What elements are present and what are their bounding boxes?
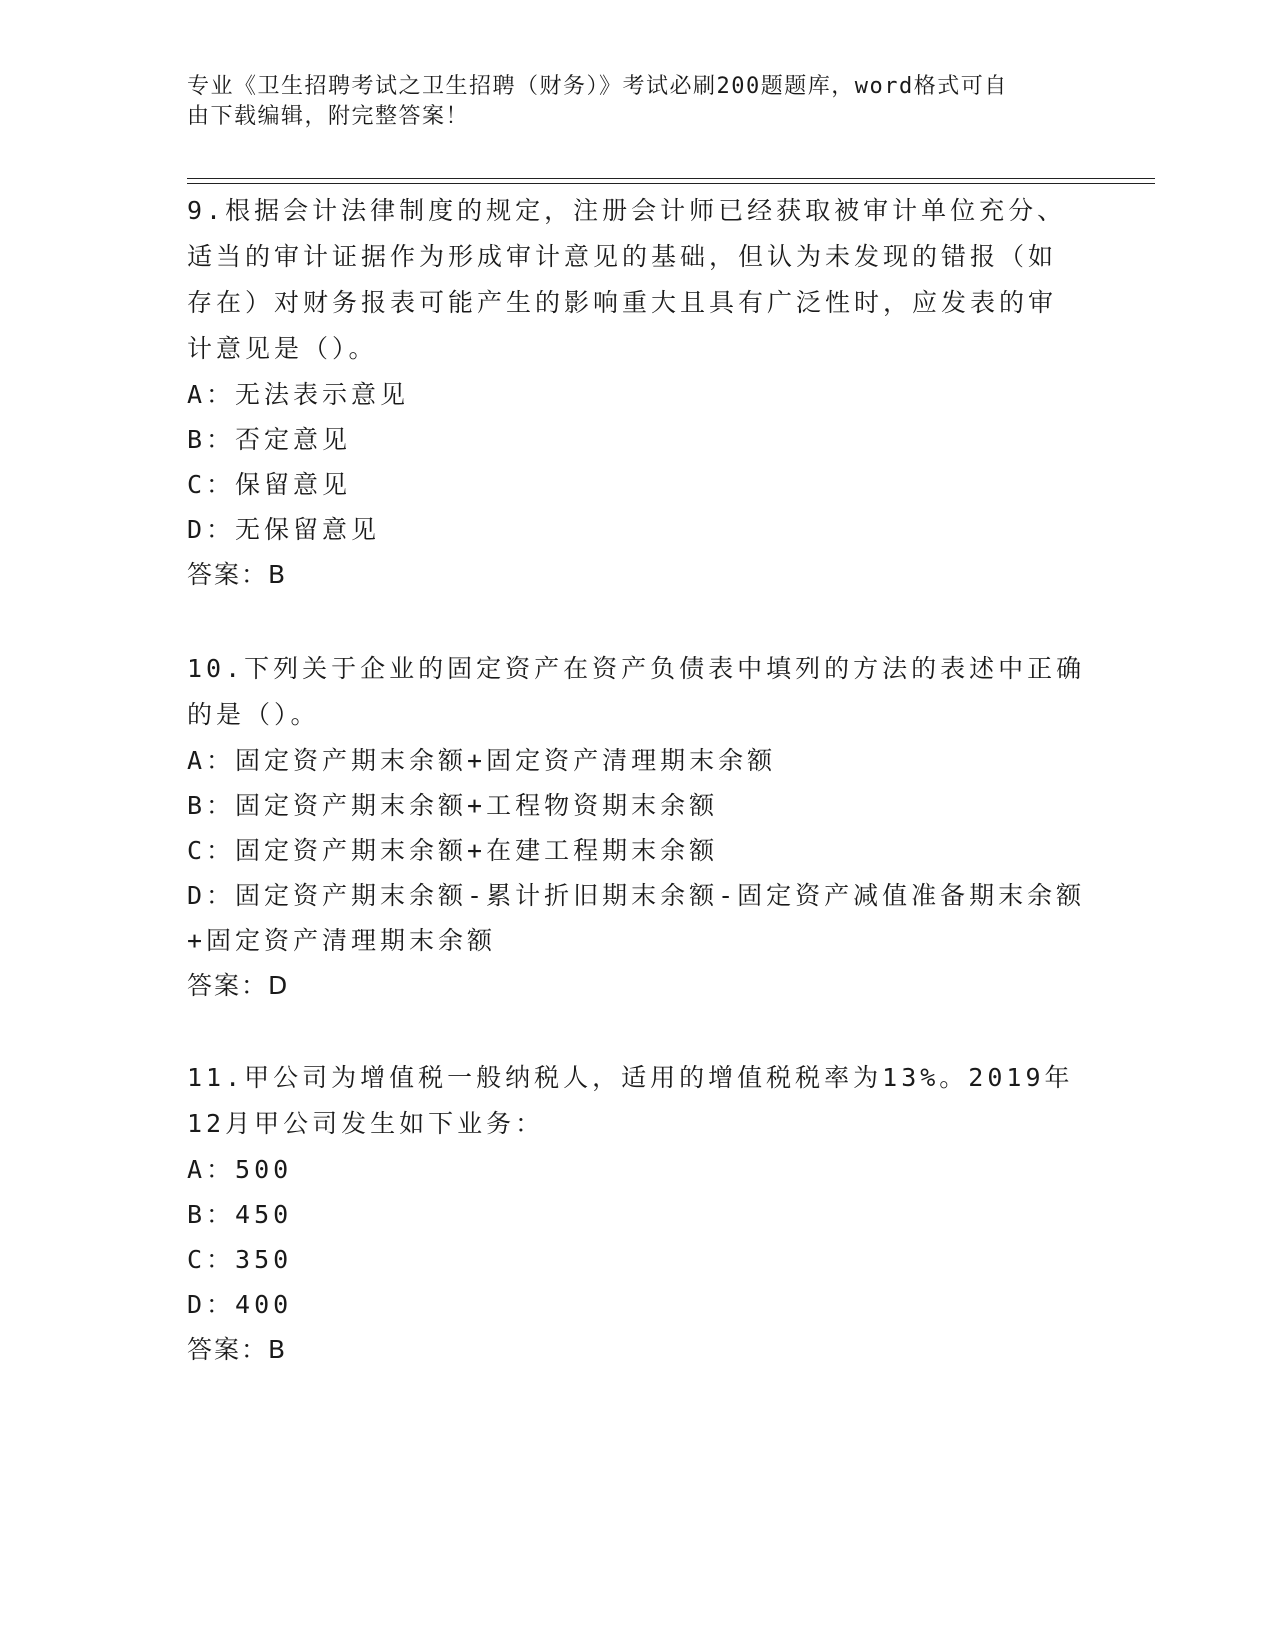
answer-line: 答案：D [187, 971, 290, 1000]
question-11 [187, 1055, 1087, 1373]
question-9 [187, 188, 1087, 598]
answer-line: 答案：B [187, 1335, 288, 1364]
question-stem-line: 的是（）。 [187, 700, 320, 729]
option-b: B：否定意见 [187, 425, 352, 454]
header-line-2: 由下载编辑，附完整答案！ [187, 104, 470, 129]
option-a: A：固定资产期末余额+固定资产清理期末余额 [187, 746, 777, 775]
question-stem-line: 存在）对财务报表可能产生的影响重大且具有广泛性时，应发表的审 [187, 288, 1058, 317]
option-c: C：固定资产期末余额+在建工程期末余额 [187, 836, 719, 865]
answer-line: 答案：B [187, 560, 288, 589]
option-d: D：固定资产期末余额-累计折旧期末余额-固定资产减值准备期末余额 [187, 881, 1086, 910]
question-stem-line: 12月甲公司发生如下业务： [187, 1109, 545, 1138]
option-d-continued: +固定资产清理期末余额 [187, 926, 497, 955]
header-divider-top [187, 178, 1155, 179]
question-stem-line: 11.甲公司为增值税一般纳税人，适用的增值税税率为13%。2019年 [187, 1063, 1074, 1092]
option-b: B：固定资产期末余额+工程物资期末余额 [187, 791, 719, 820]
document-header [187, 72, 1077, 132]
option-c: C：350 [187, 1245, 293, 1274]
header-line-1: 专业《卫生招聘考试之卫生招聘（财务）》考试必刷200题题库，word格式可自 [187, 74, 1008, 99]
option-a: A：500 [187, 1155, 293, 1184]
question-stem-line: 适当的审计证据作为形成审计意见的基础，但认为未发现的错报（如 [187, 242, 1058, 271]
option-b: B：450 [187, 1200, 293, 1229]
question-stem-line: 计意见是（）。 [187, 334, 378, 363]
header-divider-bottom [187, 183, 1155, 184]
question-10 [187, 646, 1087, 1009]
question-stem-line: 9.根据会计法律制度的规定，注册会计师已经获取被审计单位充分、 [187, 196, 1067, 225]
option-d: D：400 [187, 1290, 293, 1319]
option-d: D：无保留意见 [187, 515, 381, 544]
question-stem-line: 10.下列关于企业的固定资产在资产负债表中填列的方法的表述中正确 [187, 654, 1086, 683]
option-c: C：保留意见 [187, 470, 352, 499]
option-a: A：无法表示意见 [187, 380, 410, 409]
